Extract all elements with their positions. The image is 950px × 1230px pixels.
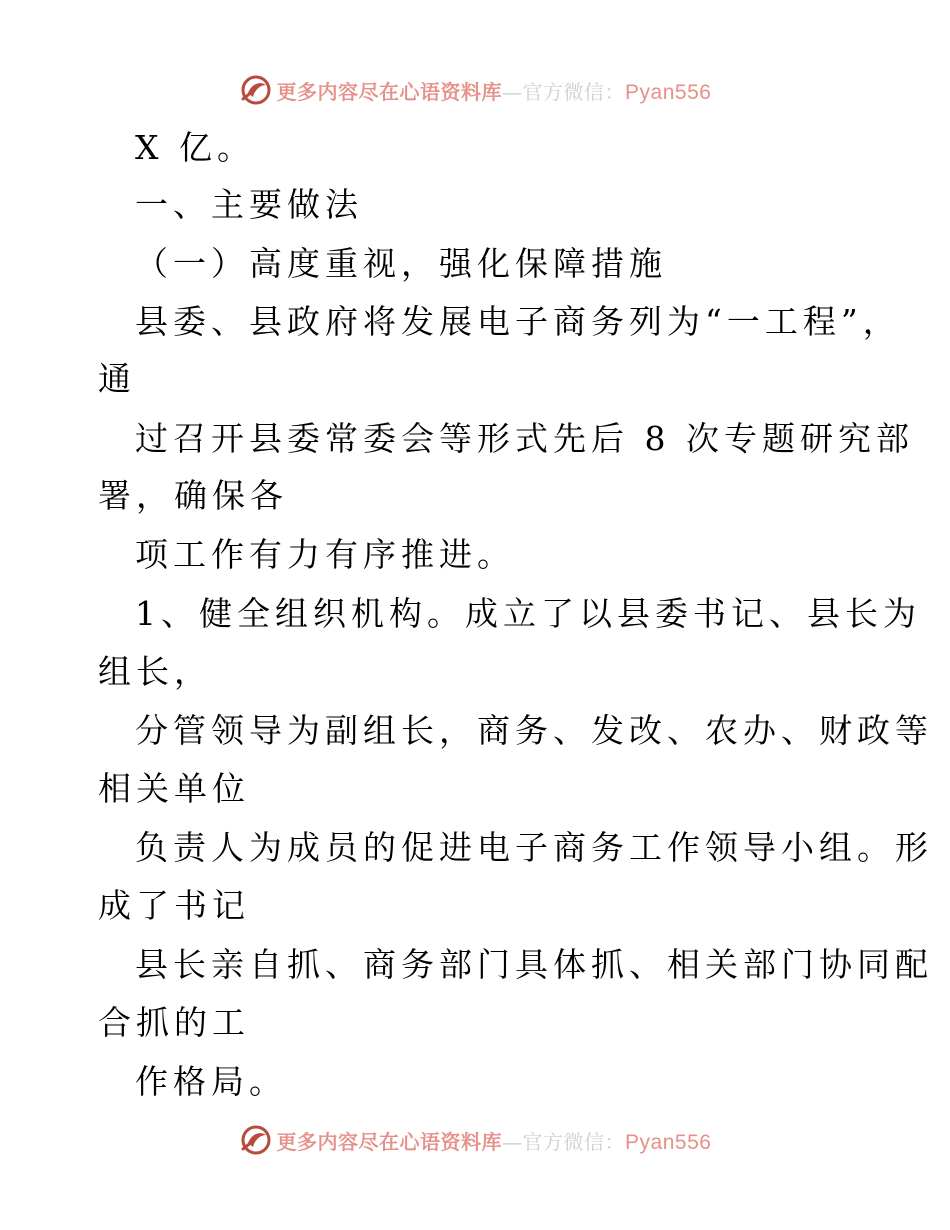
text-line: 成了书记	[98, 886, 250, 925]
watermark-id: Pyan556	[625, 1130, 712, 1154]
text-line: 项工作有力有序推进。	[135, 535, 515, 574]
text-line: 分管领导为副组长，商务、发改、农办、财政等	[135, 711, 933, 750]
text-line: 组长，	[98, 652, 212, 691]
watermark-wechat: 官方微信：	[522, 1129, 626, 1154]
text-line: 县长亲自抓、商务部门具体抓、相关部门协同配	[135, 945, 933, 984]
text-line: 1、健全组织机构。成立了以县委书记、县长为	[135, 594, 921, 633]
watermark-logo-icon	[239, 73, 273, 107]
watermark-text	[277, 76, 712, 105]
text-line: 通	[98, 359, 136, 398]
watermark-wechat: 官方微信：	[522, 79, 626, 104]
watermark-logo-icon	[239, 1123, 273, 1157]
watermark-main: 更多内容尽在心语资料库	[276, 1129, 503, 1154]
watermark-id: Pyan556	[625, 80, 712, 104]
watermark-text	[277, 1126, 712, 1155]
section-heading: 一、主要做法	[135, 185, 363, 224]
subsection-heading: （一）高度重视，强化保障措施	[135, 244, 667, 283]
text-line: 作格局。	[135, 1062, 287, 1101]
text-line: 相关单位	[98, 769, 250, 808]
text-line: 负责人为成员的促进电子商务工作领导小组。形	[135, 828, 933, 867]
text-line: 合抓的工	[98, 1003, 250, 1042]
text-line: 县委、县政府将发展电子商务列为“一工程”，	[135, 302, 901, 341]
footer-watermark	[0, 1120, 950, 1160]
watermark-main: 更多内容尽在心语资料库	[276, 79, 503, 104]
text-line: 署，确保各	[98, 476, 288, 515]
header-watermark	[0, 70, 950, 110]
watermark-dash: —	[502, 1129, 523, 1154]
text-line: 过召开县委常委会等形式先后 8 次专题研究部	[135, 419, 914, 458]
watermark-dash: —	[502, 79, 523, 104]
text-line: X 亿。	[135, 128, 255, 167]
